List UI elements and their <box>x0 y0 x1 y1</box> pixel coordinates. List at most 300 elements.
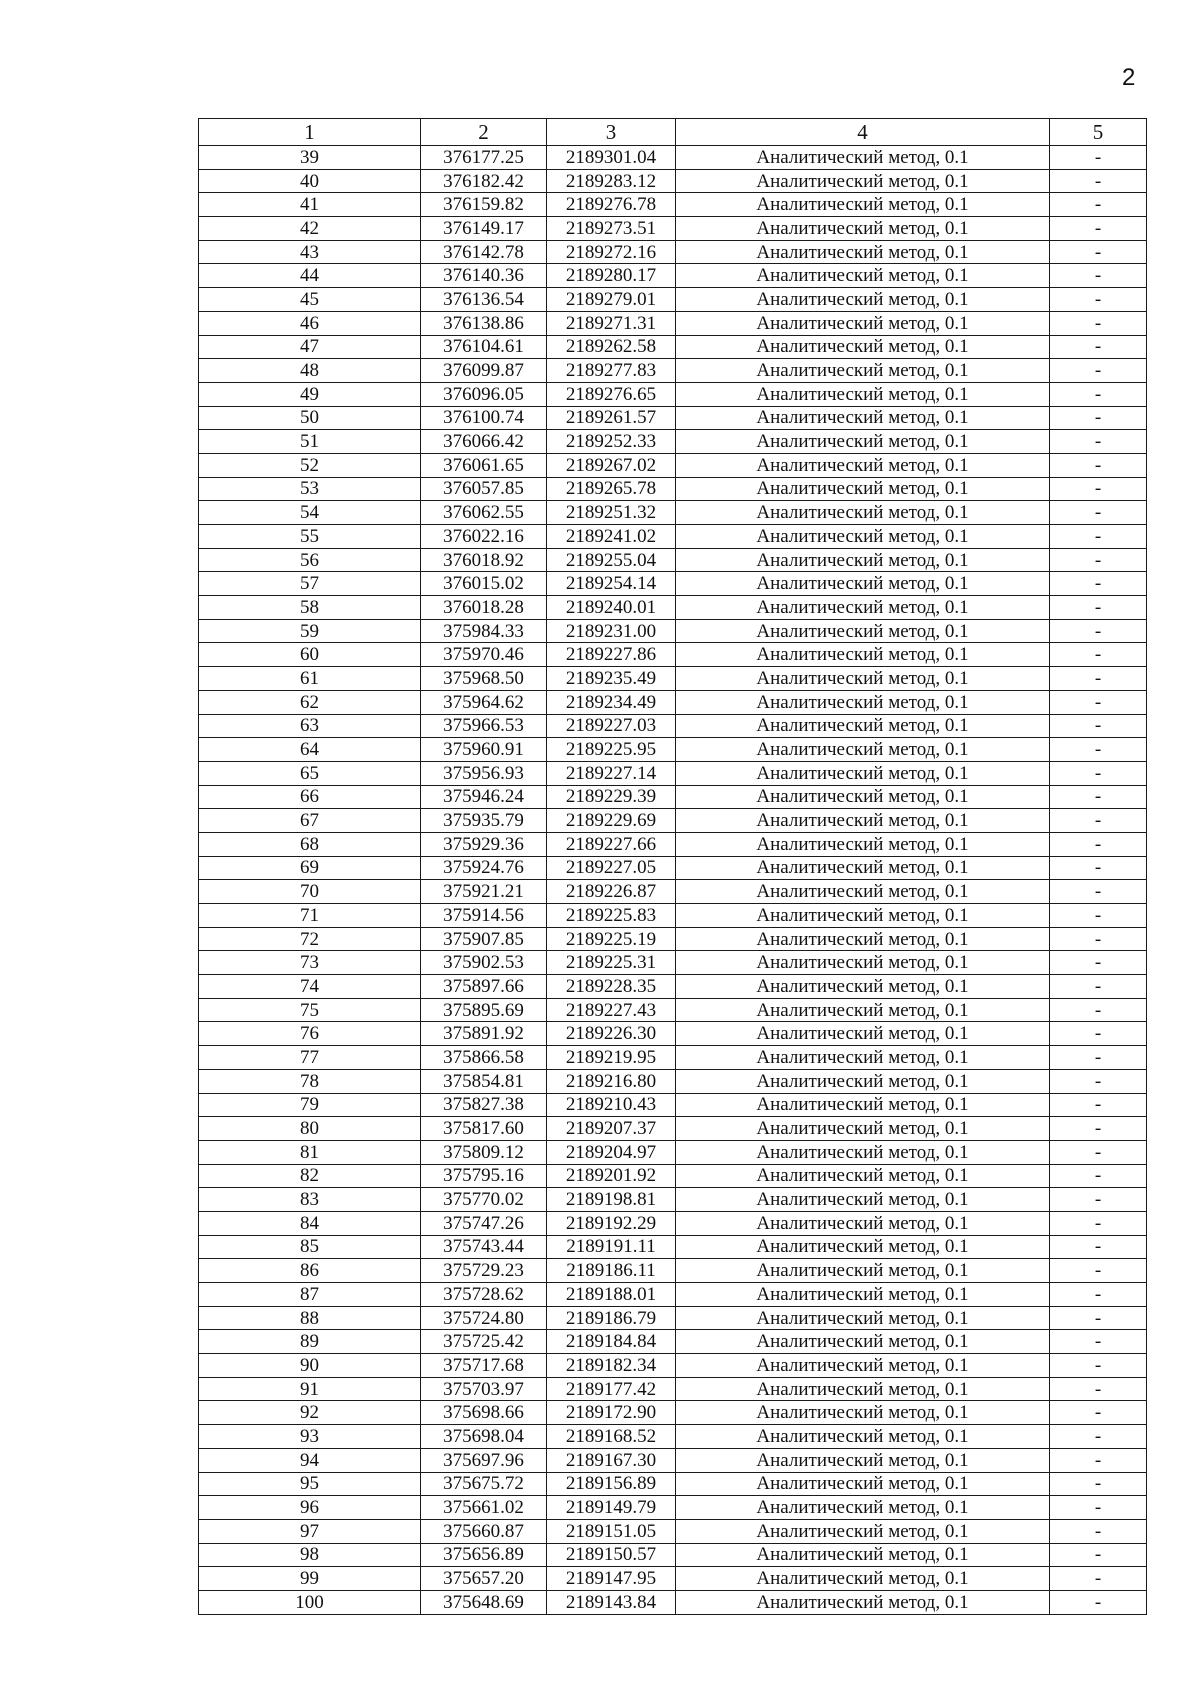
y-coordinate-cell: 2189262.58 <box>547 335 676 359</box>
method-accuracy-cell: Аналитический метод, 0.1 <box>676 453 1050 477</box>
method-accuracy-cell: Аналитический метод, 0.1 <box>676 1543 1050 1567</box>
x-coordinate-cell: 375964.62 <box>421 690 547 714</box>
page-number: 2 <box>1122 64 1136 91</box>
method-accuracy-cell: Аналитический метод, 0.1 <box>676 240 1050 264</box>
y-coordinate-cell: 2189283.12 <box>547 169 676 193</box>
point-number-cell: 72 <box>199 927 421 951</box>
y-coordinate-cell: 2189216.80 <box>547 1069 676 1093</box>
method-accuracy-cell: Аналитический метод, 0.1 <box>676 548 1050 572</box>
table-row <box>199 1590 1147 1614</box>
method-accuracy-cell: Аналитический метод, 0.1 <box>676 880 1050 904</box>
x-coordinate-cell: 375946.24 <box>421 785 547 809</box>
x-coordinate-cell: 375935.79 <box>421 809 547 833</box>
method-accuracy-cell: Аналитический метод, 0.1 <box>676 761 1050 785</box>
note-cell: - <box>1050 477 1147 501</box>
note-cell: - <box>1050 761 1147 785</box>
note-cell: - <box>1050 1567 1147 1591</box>
y-coordinate-cell: 2189198.81 <box>547 1188 676 1212</box>
table-row <box>199 1330 1147 1354</box>
coordinates-table <box>198 118 1147 1615</box>
y-coordinate-cell: 2189241.02 <box>547 525 676 549</box>
note-cell: - <box>1050 643 1147 667</box>
x-coordinate-cell: 376142.78 <box>421 240 547 264</box>
note-cell: - <box>1050 880 1147 904</box>
y-coordinate-cell: 2189227.43 <box>547 998 676 1022</box>
x-coordinate-cell: 376100.74 <box>421 406 547 430</box>
x-coordinate-cell: 376136.54 <box>421 288 547 312</box>
note-cell: - <box>1050 1259 1147 1283</box>
point-number-cell: 71 <box>199 904 421 928</box>
table-row <box>199 975 1147 999</box>
method-accuracy-cell: Аналитический метод, 0.1 <box>676 809 1050 833</box>
table-row <box>199 1283 1147 1307</box>
note-cell: - <box>1050 1022 1147 1046</box>
header-cell-2: 2 <box>421 119 547 146</box>
table-row <box>199 1306 1147 1330</box>
y-coordinate-cell: 2189227.05 <box>547 856 676 880</box>
y-coordinate-cell: 2189184.84 <box>547 1330 676 1354</box>
x-coordinate-cell: 376062.55 <box>421 501 547 525</box>
method-accuracy-cell: Аналитический метод, 0.1 <box>676 690 1050 714</box>
note-cell: - <box>1050 1448 1147 1472</box>
y-coordinate-cell: 2189254.14 <box>547 572 676 596</box>
x-coordinate-cell: 375698.04 <box>421 1425 547 1449</box>
note-cell: - <box>1050 1472 1147 1496</box>
y-coordinate-cell: 2189191.11 <box>547 1235 676 1259</box>
y-coordinate-cell: 2189279.01 <box>547 288 676 312</box>
y-coordinate-cell: 2189234.49 <box>547 690 676 714</box>
y-coordinate-cell: 2189226.30 <box>547 1022 676 1046</box>
x-coordinate-cell: 375891.92 <box>421 1022 547 1046</box>
note-cell: - <box>1050 856 1147 880</box>
point-number-cell: 63 <box>199 714 421 738</box>
x-coordinate-cell: 375675.72 <box>421 1472 547 1496</box>
method-accuracy-cell: Аналитический метод, 0.1 <box>676 643 1050 667</box>
point-number-cell: 100 <box>199 1590 421 1614</box>
method-accuracy-cell: Аналитический метод, 0.1 <box>676 1022 1050 1046</box>
note-cell: - <box>1050 1519 1147 1543</box>
table-header <box>199 119 1147 146</box>
y-coordinate-cell: 2189229.39 <box>547 785 676 809</box>
note-cell: - <box>1050 572 1147 596</box>
method-accuracy-cell: Аналитический метод, 0.1 <box>676 998 1050 1022</box>
point-number-cell: 62 <box>199 690 421 714</box>
point-number-cell: 64 <box>199 738 421 762</box>
y-coordinate-cell: 2189177.42 <box>547 1377 676 1401</box>
x-coordinate-cell: 375660.87 <box>421 1519 547 1543</box>
method-accuracy-cell: Аналитический метод, 0.1 <box>676 667 1050 691</box>
point-number-cell: 60 <box>199 643 421 667</box>
table-row <box>199 761 1147 785</box>
x-coordinate-cell: 375657.20 <box>421 1567 547 1591</box>
table-row <box>199 169 1147 193</box>
x-coordinate-cell: 375827.38 <box>421 1093 547 1117</box>
x-coordinate-cell: 376057.85 <box>421 477 547 501</box>
point-number-cell: 73 <box>199 951 421 975</box>
point-number-cell: 93 <box>199 1425 421 1449</box>
method-accuracy-cell: Аналитический метод, 0.1 <box>676 1448 1050 1472</box>
header-cell-1: 1 <box>199 119 421 146</box>
x-coordinate-cell: 375724.80 <box>421 1306 547 1330</box>
y-coordinate-cell: 2189225.83 <box>547 904 676 928</box>
note-cell: - <box>1050 832 1147 856</box>
x-coordinate-cell: 375921.21 <box>421 880 547 904</box>
note-cell: - <box>1050 1425 1147 1449</box>
point-number-cell: 99 <box>199 1567 421 1591</box>
table-row <box>199 1046 1147 1070</box>
point-number-cell: 69 <box>199 856 421 880</box>
point-number-cell: 45 <box>199 288 421 312</box>
table-row <box>199 1235 1147 1259</box>
table-row <box>199 1472 1147 1496</box>
x-coordinate-cell: 375895.69 <box>421 998 547 1022</box>
x-coordinate-cell: 375729.23 <box>421 1259 547 1283</box>
note-cell: - <box>1050 690 1147 714</box>
method-accuracy-cell: Аналитический метод, 0.1 <box>676 1354 1050 1378</box>
table-row <box>199 1211 1147 1235</box>
note-cell: - <box>1050 525 1147 549</box>
point-number-cell: 87 <box>199 1283 421 1307</box>
note-cell: - <box>1050 335 1147 359</box>
x-coordinate-cell: 375960.91 <box>421 738 547 762</box>
method-accuracy-cell: Аналитический метод, 0.1 <box>676 406 1050 430</box>
y-coordinate-cell: 2189229.69 <box>547 809 676 833</box>
point-number-cell: 58 <box>199 596 421 620</box>
x-coordinate-cell: 376018.92 <box>421 548 547 572</box>
y-coordinate-cell: 2189188.01 <box>547 1283 676 1307</box>
y-coordinate-cell: 2189225.31 <box>547 951 676 975</box>
method-accuracy-cell: Аналитический метод, 0.1 <box>676 714 1050 738</box>
y-coordinate-cell: 2189272.16 <box>547 240 676 264</box>
point-number-cell: 44 <box>199 264 421 288</box>
y-coordinate-cell: 2189228.35 <box>547 975 676 999</box>
note-cell: - <box>1050 240 1147 264</box>
method-accuracy-cell: Аналитический метод, 0.1 <box>676 477 1050 501</box>
note-cell: - <box>1050 1306 1147 1330</box>
table-row <box>199 667 1147 691</box>
method-accuracy-cell: Аналитический метод, 0.1 <box>676 1590 1050 1614</box>
method-accuracy-cell: Аналитический метод, 0.1 <box>676 1401 1050 1425</box>
note-cell: - <box>1050 998 1147 1022</box>
x-coordinate-cell: 376149.17 <box>421 217 547 241</box>
x-coordinate-cell: 375809.12 <box>421 1140 547 1164</box>
y-coordinate-cell: 2189227.03 <box>547 714 676 738</box>
method-accuracy-cell: Аналитический метод, 0.1 <box>676 264 1050 288</box>
table-row <box>199 406 1147 430</box>
note-cell: - <box>1050 1235 1147 1259</box>
note-cell: - <box>1050 548 1147 572</box>
point-number-cell: 54 <box>199 501 421 525</box>
point-number-cell: 43 <box>199 240 421 264</box>
table-row <box>199 311 1147 335</box>
note-cell: - <box>1050 169 1147 193</box>
y-coordinate-cell: 2189147.95 <box>547 1567 676 1591</box>
method-accuracy-cell: Аналитический метод, 0.1 <box>676 311 1050 335</box>
note-cell: - <box>1050 1211 1147 1235</box>
x-coordinate-cell: 376018.28 <box>421 596 547 620</box>
note-cell: - <box>1050 1354 1147 1378</box>
method-accuracy-cell: Аналитический метод, 0.1 <box>676 1567 1050 1591</box>
x-coordinate-cell: 375648.69 <box>421 1590 547 1614</box>
x-coordinate-cell: 375897.66 <box>421 975 547 999</box>
table-row <box>199 1401 1147 1425</box>
point-number-cell: 40 <box>199 169 421 193</box>
x-coordinate-cell: 375914.56 <box>421 904 547 928</box>
table-row <box>199 264 1147 288</box>
point-number-cell: 56 <box>199 548 421 572</box>
y-coordinate-cell: 2189225.95 <box>547 738 676 762</box>
note-cell: - <box>1050 927 1147 951</box>
table-row <box>199 832 1147 856</box>
x-coordinate-cell: 375698.66 <box>421 1401 547 1425</box>
table-row <box>199 785 1147 809</box>
method-accuracy-cell: Аналитический метод, 0.1 <box>676 951 1050 975</box>
point-number-cell: 95 <box>199 1472 421 1496</box>
y-coordinate-cell: 2189210.43 <box>547 1093 676 1117</box>
y-coordinate-cell: 2189207.37 <box>547 1117 676 1141</box>
x-coordinate-cell: 376099.87 <box>421 359 547 383</box>
x-coordinate-cell: 375907.85 <box>421 927 547 951</box>
note-cell: - <box>1050 430 1147 454</box>
x-coordinate-cell: 376096.05 <box>421 382 547 406</box>
point-number-cell: 59 <box>199 619 421 643</box>
point-number-cell: 88 <box>199 1306 421 1330</box>
method-accuracy-cell: Аналитический метод, 0.1 <box>676 1188 1050 1212</box>
method-accuracy-cell: Аналитический метод, 0.1 <box>676 525 1050 549</box>
y-coordinate-cell: 2189240.01 <box>547 596 676 620</box>
note-cell: - <box>1050 667 1147 691</box>
method-accuracy-cell: Аналитический метод, 0.1 <box>676 1046 1050 1070</box>
point-number-cell: 47 <box>199 335 421 359</box>
point-number-cell: 84 <box>199 1211 421 1235</box>
table-row <box>199 359 1147 383</box>
x-coordinate-cell: 375661.02 <box>421 1496 547 1520</box>
method-accuracy-cell: Аналитический метод, 0.1 <box>676 1330 1050 1354</box>
note-cell: - <box>1050 1164 1147 1188</box>
table-row <box>199 619 1147 643</box>
x-coordinate-cell: 376138.86 <box>421 311 547 335</box>
table-row <box>199 998 1147 1022</box>
point-number-cell: 83 <box>199 1188 421 1212</box>
table-row <box>199 240 1147 264</box>
x-coordinate-cell: 376061.65 <box>421 453 547 477</box>
x-coordinate-cell: 375854.81 <box>421 1069 547 1093</box>
table-row <box>199 288 1147 312</box>
method-accuracy-cell: Аналитический метод, 0.1 <box>676 1496 1050 1520</box>
note-cell: - <box>1050 975 1147 999</box>
y-coordinate-cell: 2189277.83 <box>547 359 676 383</box>
method-accuracy-cell: Аналитический метод, 0.1 <box>676 1117 1050 1141</box>
method-accuracy-cell: Аналитический метод, 0.1 <box>676 335 1050 359</box>
table-row <box>199 1164 1147 1188</box>
method-accuracy-cell: Аналитический метод, 0.1 <box>676 1140 1050 1164</box>
method-accuracy-cell: Аналитический метод, 0.1 <box>676 1093 1050 1117</box>
x-coordinate-cell: 375817.60 <box>421 1117 547 1141</box>
table-row <box>199 217 1147 241</box>
x-coordinate-cell: 376104.61 <box>421 335 547 359</box>
y-coordinate-cell: 2189186.11 <box>547 1259 676 1283</box>
point-number-cell: 67 <box>199 809 421 833</box>
x-coordinate-cell: 375968.50 <box>421 667 547 691</box>
note-cell: - <box>1050 382 1147 406</box>
method-accuracy-cell: Аналитический метод, 0.1 <box>676 1259 1050 1283</box>
point-number-cell: 75 <box>199 998 421 1022</box>
table-row <box>199 1354 1147 1378</box>
table-row <box>199 430 1147 454</box>
point-number-cell: 46 <box>199 311 421 335</box>
table-row <box>199 927 1147 951</box>
point-number-cell: 68 <box>199 832 421 856</box>
point-number-cell: 78 <box>199 1069 421 1093</box>
note-cell: - <box>1050 217 1147 241</box>
x-coordinate-cell: 375697.96 <box>421 1448 547 1472</box>
point-number-cell: 89 <box>199 1330 421 1354</box>
y-coordinate-cell: 2189182.34 <box>547 1354 676 1378</box>
table-row <box>199 525 1147 549</box>
table-row <box>199 690 1147 714</box>
table-row <box>199 501 1147 525</box>
point-number-cell: 70 <box>199 880 421 904</box>
note-cell: - <box>1050 453 1147 477</box>
y-coordinate-cell: 2189204.97 <box>547 1140 676 1164</box>
point-number-cell: 97 <box>199 1519 421 1543</box>
y-coordinate-cell: 2189149.79 <box>547 1496 676 1520</box>
x-coordinate-cell: 375703.97 <box>421 1377 547 1401</box>
method-accuracy-cell: Аналитический метод, 0.1 <box>676 1472 1050 1496</box>
point-number-cell: 61 <box>199 667 421 691</box>
x-coordinate-cell: 375747.26 <box>421 1211 547 1235</box>
y-coordinate-cell: 2189156.89 <box>547 1472 676 1496</box>
point-number-cell: 76 <box>199 1022 421 1046</box>
point-number-cell: 52 <box>199 453 421 477</box>
table-row <box>199 738 1147 762</box>
table-row <box>199 572 1147 596</box>
method-accuracy-cell: Аналитический метод, 0.1 <box>676 382 1050 406</box>
note-cell: - <box>1050 288 1147 312</box>
x-coordinate-cell: 376022.16 <box>421 525 547 549</box>
table-row <box>199 1496 1147 1520</box>
table-row <box>199 1022 1147 1046</box>
y-coordinate-cell: 2189219.95 <box>547 1046 676 1070</box>
point-number-cell: 42 <box>199 217 421 241</box>
method-accuracy-cell: Аналитический метод, 0.1 <box>676 1069 1050 1093</box>
x-coordinate-cell: 375924.76 <box>421 856 547 880</box>
table-row <box>199 193 1147 217</box>
x-coordinate-cell: 375929.36 <box>421 832 547 856</box>
note-cell: - <box>1050 785 1147 809</box>
y-coordinate-cell: 2189227.86 <box>547 643 676 667</box>
note-cell: - <box>1050 406 1147 430</box>
header-cell-5: 5 <box>1050 119 1147 146</box>
point-number-cell: 98 <box>199 1543 421 1567</box>
x-coordinate-cell: 375984.33 <box>421 619 547 643</box>
table-row <box>199 880 1147 904</box>
method-accuracy-cell: Аналитический метод, 0.1 <box>676 596 1050 620</box>
table-row <box>199 596 1147 620</box>
point-number-cell: 51 <box>199 430 421 454</box>
note-cell: - <box>1050 1283 1147 1307</box>
method-accuracy-cell: Аналитический метод, 0.1 <box>676 169 1050 193</box>
y-coordinate-cell: 2189271.31 <box>547 311 676 335</box>
table-row <box>199 1259 1147 1283</box>
x-coordinate-cell: 375966.53 <box>421 714 547 738</box>
y-coordinate-cell: 2189267.02 <box>547 453 676 477</box>
y-coordinate-cell: 2189252.33 <box>547 430 676 454</box>
note-cell: - <box>1050 1140 1147 1164</box>
table-row <box>199 809 1147 833</box>
table-row <box>199 1093 1147 1117</box>
method-accuracy-cell: Аналитический метод, 0.1 <box>676 359 1050 383</box>
note-cell: - <box>1050 738 1147 762</box>
note-cell: - <box>1050 1330 1147 1354</box>
method-accuracy-cell: Аналитический метод, 0.1 <box>676 1235 1050 1259</box>
note-cell: - <box>1050 904 1147 928</box>
note-cell: - <box>1050 1069 1147 1093</box>
x-coordinate-cell: 375656.89 <box>421 1543 547 1567</box>
point-number-cell: 90 <box>199 1354 421 1378</box>
x-coordinate-cell: 376182.42 <box>421 169 547 193</box>
method-accuracy-cell: Аналитический метод, 0.1 <box>676 1211 1050 1235</box>
point-number-cell: 91 <box>199 1377 421 1401</box>
table-row <box>199 548 1147 572</box>
x-coordinate-cell: 376159.82 <box>421 193 547 217</box>
y-coordinate-cell: 2189186.79 <box>547 1306 676 1330</box>
note-cell: - <box>1050 1496 1147 1520</box>
method-accuracy-cell: Аналитический метод, 0.1 <box>676 193 1050 217</box>
y-coordinate-cell: 2189227.66 <box>547 832 676 856</box>
point-number-cell: 50 <box>199 406 421 430</box>
note-cell: - <box>1050 501 1147 525</box>
x-coordinate-cell: 375866.58 <box>421 1046 547 1070</box>
header-cell-4: 4 <box>676 119 1050 146</box>
point-number-cell: 57 <box>199 572 421 596</box>
method-accuracy-cell: Аналитический метод, 0.1 <box>676 217 1050 241</box>
point-number-cell: 55 <box>199 525 421 549</box>
x-coordinate-cell: 375956.93 <box>421 761 547 785</box>
point-number-cell: 96 <box>199 1496 421 1520</box>
point-number-cell: 66 <box>199 785 421 809</box>
y-coordinate-cell: 2189265.78 <box>547 477 676 501</box>
method-accuracy-cell: Аналитический метод, 0.1 <box>676 288 1050 312</box>
method-accuracy-cell: Аналитический метод, 0.1 <box>676 1425 1050 1449</box>
method-accuracy-cell: Аналитический метод, 0.1 <box>676 1519 1050 1543</box>
y-coordinate-cell: 2189231.00 <box>547 619 676 643</box>
table-row <box>199 904 1147 928</box>
point-number-cell: 82 <box>199 1164 421 1188</box>
table-row <box>199 477 1147 501</box>
point-number-cell: 49 <box>199 382 421 406</box>
note-cell: - <box>1050 311 1147 335</box>
point-number-cell: 94 <box>199 1448 421 1472</box>
table-row <box>199 856 1147 880</box>
note-cell: - <box>1050 1543 1147 1567</box>
point-number-cell: 41 <box>199 193 421 217</box>
x-coordinate-cell: 375725.42 <box>421 1330 547 1354</box>
method-accuracy-cell: Аналитический метод, 0.1 <box>676 785 1050 809</box>
method-accuracy-cell: Аналитический метод, 0.1 <box>676 856 1050 880</box>
table-row <box>199 1519 1147 1543</box>
y-coordinate-cell: 2189276.78 <box>547 193 676 217</box>
point-number-cell: 81 <box>199 1140 421 1164</box>
note-cell: - <box>1050 1401 1147 1425</box>
note-cell: - <box>1050 809 1147 833</box>
y-coordinate-cell: 2189143.84 <box>547 1590 676 1614</box>
y-coordinate-cell: 2189251.32 <box>547 501 676 525</box>
table-row <box>199 1425 1147 1449</box>
method-accuracy-cell: Аналитический метод, 0.1 <box>676 146 1050 170</box>
point-number-cell: 80 <box>199 1117 421 1141</box>
y-coordinate-cell: 2189150.57 <box>547 1543 676 1567</box>
